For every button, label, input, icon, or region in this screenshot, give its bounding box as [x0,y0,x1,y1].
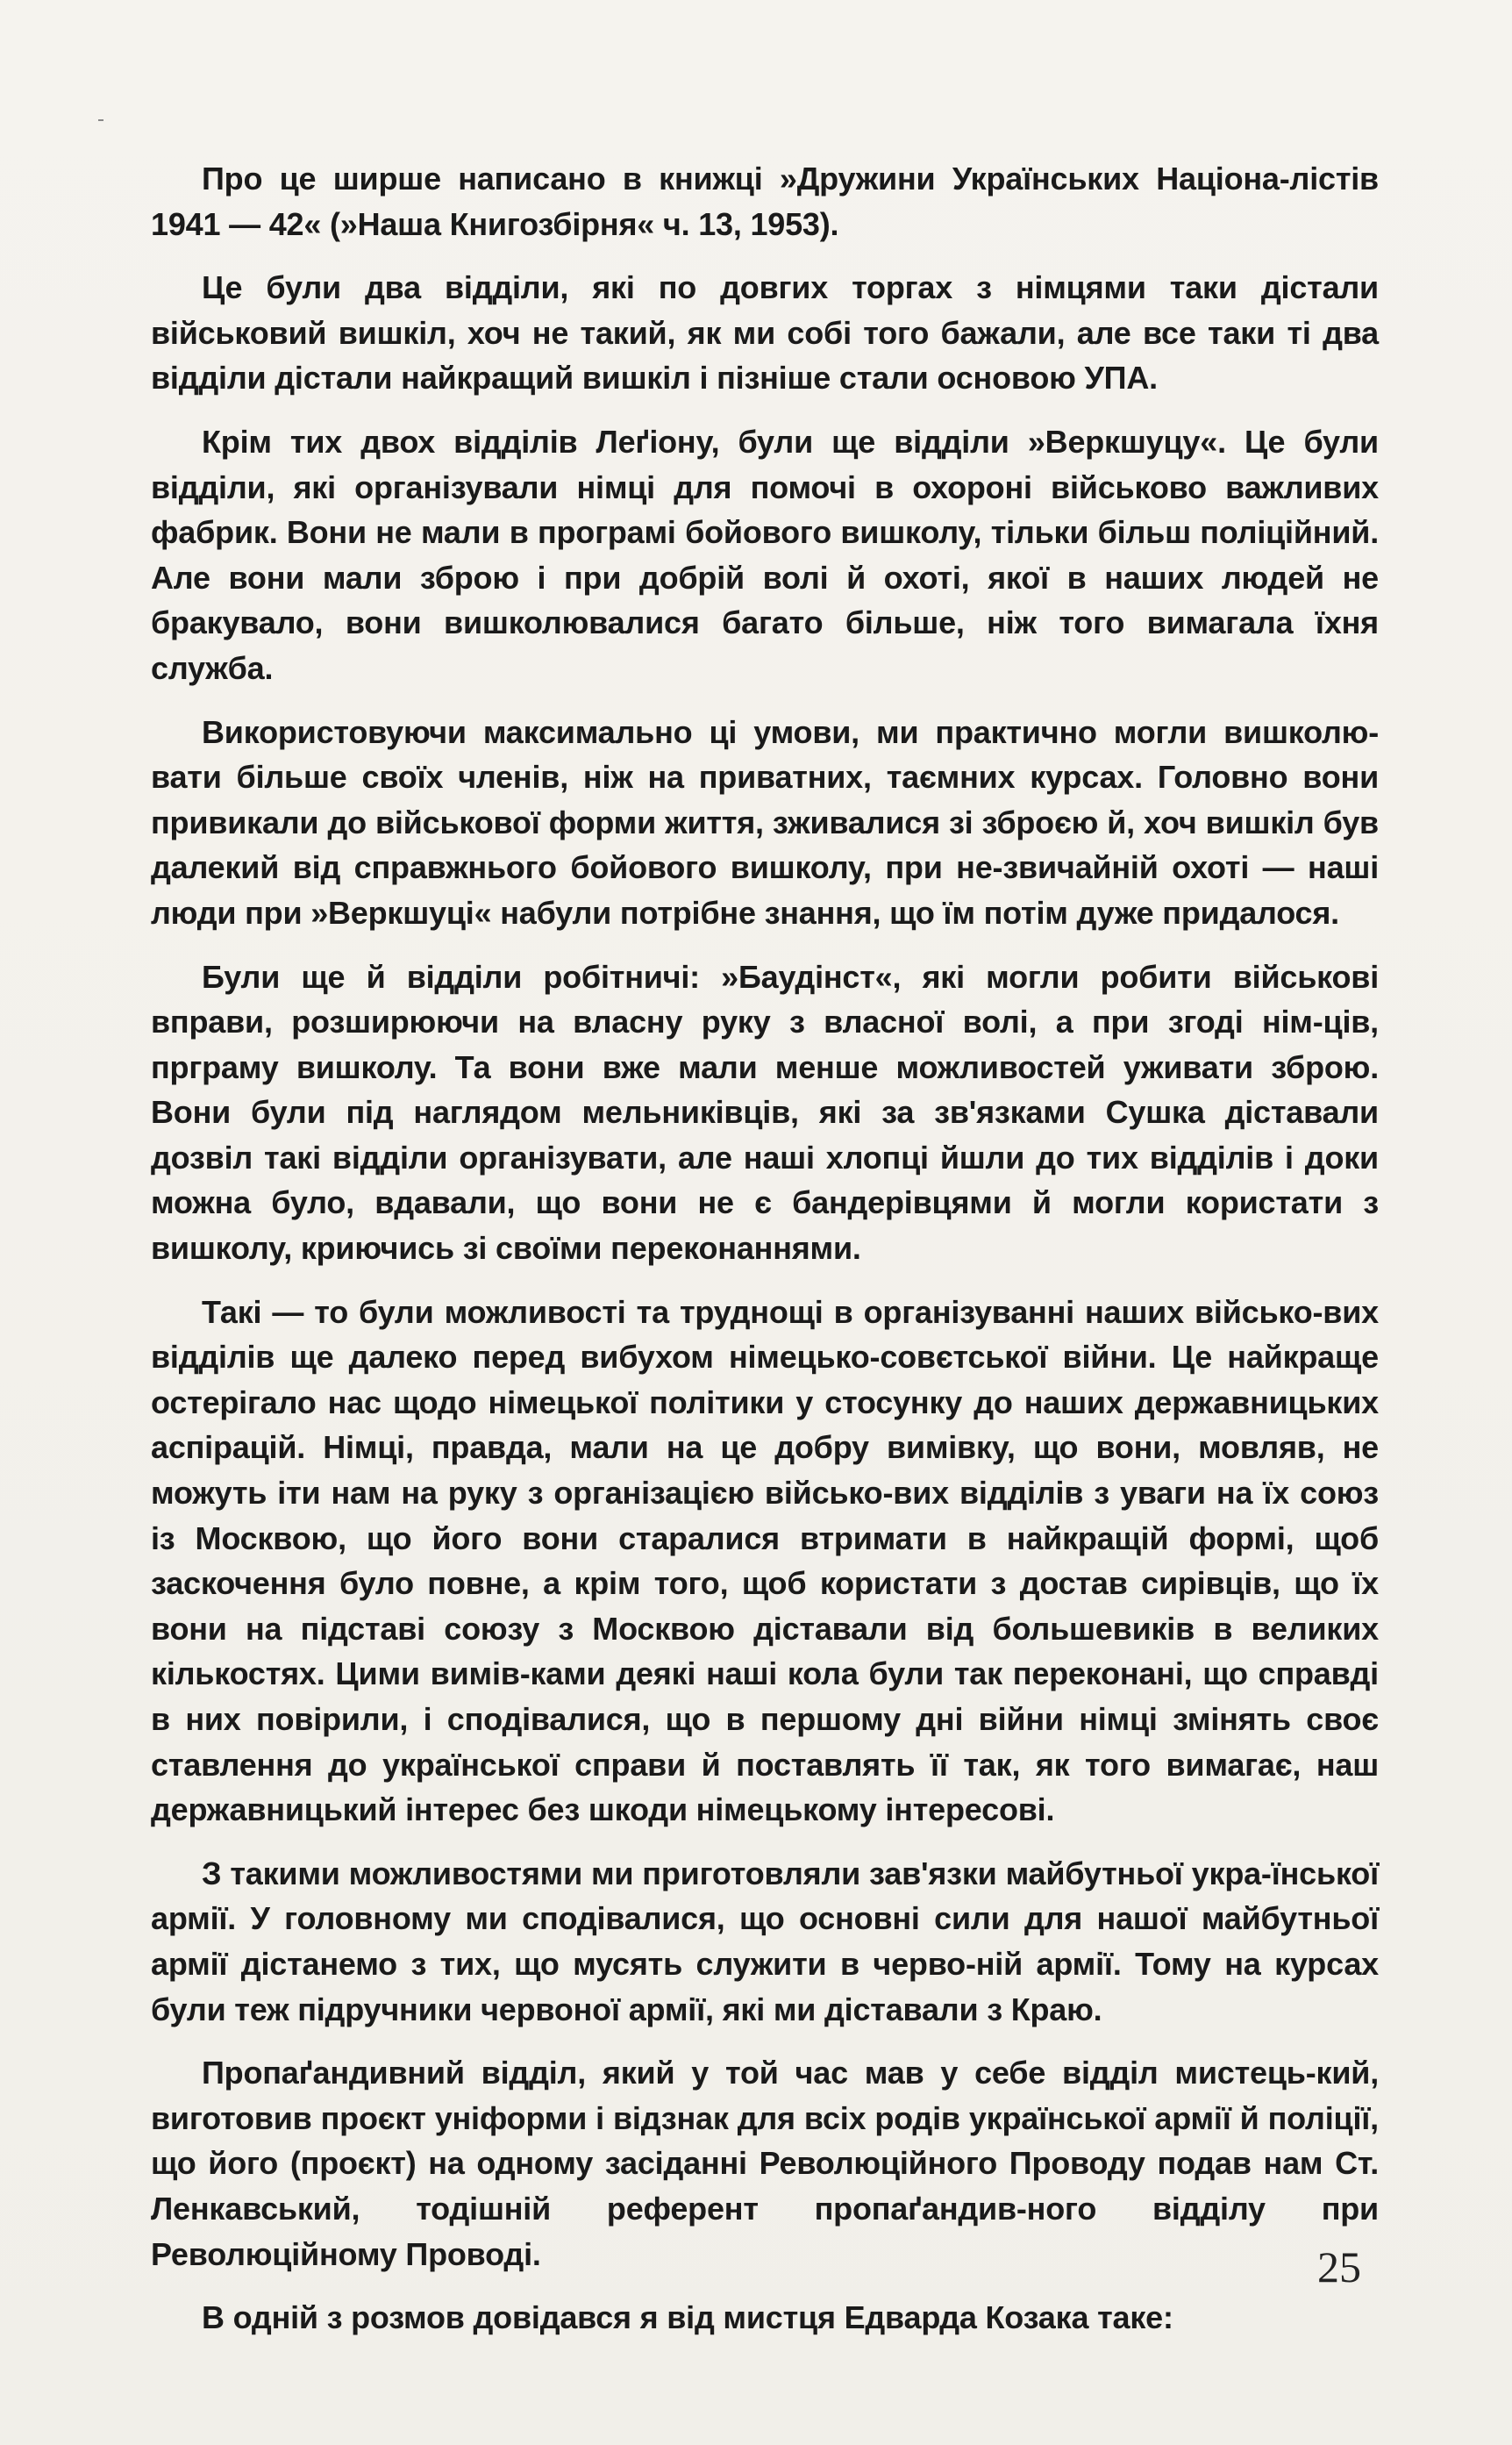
paragraph-2: Це були два відділи, які по довгих торгах з німцями таки дістали військовий вишкіл, хоч не такий, як ми собі того бажали, але все таки ті два відділи дістали найкращий вишкіл і пізніше стали основою УПА. [151,269,1379,397]
paragraph-6: Такі — то були можливості та труднощі в організуванні наших військо-вих відділів ще далеко перед вибухом німецько-совєтської війни. Це найкраще остерігало нас щодо німецької політики у стосунку до наших державницьких аспірацій. Німці, правда, мали на це добру вимівку, що вони, мовляв, не можуть іти нам на руку з організацією військо-вих відділів з уваги на їх союз із Москвою, що його вони старалися втримати в найкращій формі, щоб заскочення було повне, а крім того, щоб користати з достав сирівців, що їх вони на підставі союзу з Москвою діставали від большевиків в великих кількостях. Цими вимів-ками деякі наші кола були так переконані, що справді в них повірили, і сподівалися, що в першому дні війни німці змінять своє ставлення до української справи й поставлять її так, як того вимагає, наш державницький інтерес без шкоди німецькому інтересові. [151,1293,1379,1828]
paragraph-3: Крім тих двох відділів Леґіону, були ще відділи »Веркшуцу«. Це були відділи, які організували німці для помочі в охороні військово важливих фабрик. Вони не мали в програмі бойового вишколу, тільки більш поліційний. Але вони мали зброю і при добрій волі й охоті, якої в наших людей не бракувало, вони вишколювалися багато більше, ніж того вимагала їхня служба. [151,423,1379,686]
paragraph-9: В одній з розмов довідався я від мистця Едварда Козака таке: [202,2299,1173,2336]
paragraph-8: Пропаґандивний відділ, який у той час мав у себе відділ мистець-кий, виготовив проєкт уніформи і відзнак для всіх родів української армії й поліції, що його (проєкт) на одному засіданні Революційного Проводу подав нам Ст. Ленкавський, тодішній референт пропаґандив-ного відділу при Революційному Проводі. [151,2055,1379,2272]
paragraph-4: Використовуючи максимально ці умови, ми практично могли вишколю-вати більше своїх членів, ніж на приватних, таємних курсах. Головно вони привикали до військової форми життя, зживалися зі зброєю й, хоч вишкіл був далекий від справжнього бойового вишколу, при не-звичайній охоті — наші люди при »Веркшуці« набули потрібне знання, що їм потім дуже придалося. [151,713,1379,931]
body-text [151,156,1379,2359]
paragraph-5: Були ще й відділи робітничі: »Баудінст«, які могли робити військові вправи, розширюючи на власну руку з власної волі, а при згоді нім-ців, прграму вишколу. Та вони вже мали менше можливостей уживати зброю. Вони були під наглядом мельниківців, які за зв'язками Сушка діставали дозвіл такі відділи організувати, але наші хлопці йшли до тих відділів і доки можна було, вдавали, що вони не є бандерівцями й могли користати з вишколу, криючись зі своїми переконаннями. [151,958,1379,1267]
page-number: 25 [1317,2242,1361,2291]
paragraph-7: З такими можливостями ми приготовляли зав'язки майбутньої укра-їнської армії. У головному ми сподівалися, що основні сили для нашої майбутньої армії дістанемо з тих, що мусять служити в черво-ній армії. Тому на курсах були теж підручники червоної армії, які ми діставали з Краю. [151,1855,1379,2027]
paragraph-1: Про це ширше написано в книжці »Дружини Українських Націона-лістів 1941 — 42« (»Наша Книгозбірня« ч. 13, 1953). [151,161,1379,242]
scan-mark [98,119,103,121]
